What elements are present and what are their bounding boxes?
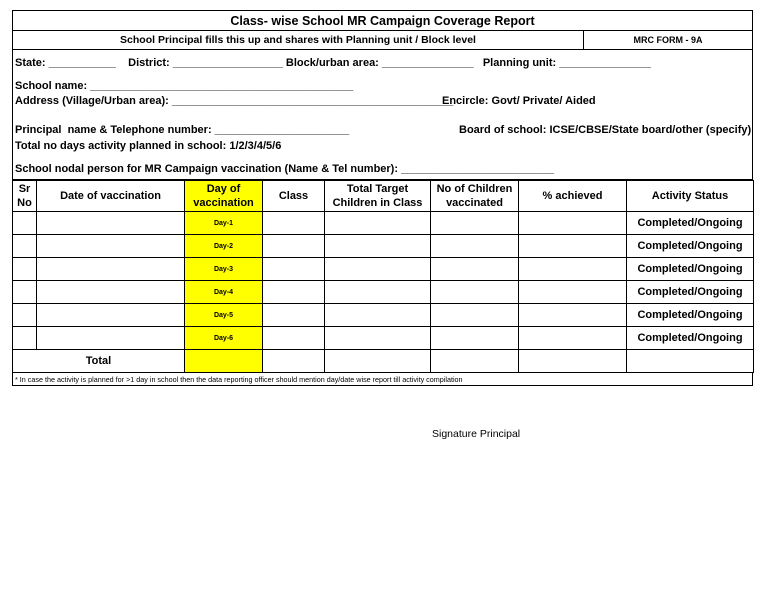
class-cell[interactable]: [263, 304, 325, 327]
target-cell[interactable]: [325, 258, 431, 281]
board-line[interactable]: Board of school: ICSE/CBSE/State board/other (specify): [459, 124, 752, 136]
vaccinated-cell[interactable]: [431, 327, 519, 350]
col-target: Total Target Children in Class: [325, 181, 431, 212]
class-cell[interactable]: [263, 212, 325, 235]
school-info-section: [13, 50, 752, 179]
day-cell: Day-3: [185, 258, 263, 281]
col-day: Day of vaccination: [185, 181, 263, 212]
form-header-box: [12, 10, 753, 180]
status-cell[interactable]: Completed/Ongoing: [627, 212, 754, 235]
form-title: Class- wise School MR Campaign Coverage Report: [13, 11, 752, 31]
target-cell[interactable]: [325, 212, 431, 235]
day-cell: Day-2: [185, 235, 263, 258]
vaccinated-cell[interactable]: [431, 304, 519, 327]
date-cell[interactable]: [37, 304, 185, 327]
principal-line[interactable]: Principal name & Telephone number: ______________________: [15, 124, 350, 136]
table-header-row: [13, 181, 754, 212]
col-vaccinated: No of Children vaccinated: [431, 181, 519, 212]
sr-cell[interactable]: [13, 212, 37, 235]
achieved-cell[interactable]: [519, 304, 627, 327]
sr-cell[interactable]: [13, 304, 37, 327]
sr-cell[interactable]: [13, 235, 37, 258]
encircle-type[interactable]: Encircle: Govt/ Private/ Aided: [442, 95, 596, 107]
total-row: [13, 350, 754, 373]
class-cell[interactable]: [263, 281, 325, 304]
achieved-cell[interactable]: [519, 212, 627, 235]
form-code: MRC FORM - 9A: [633, 35, 703, 45]
date-cell[interactable]: [37, 235, 185, 258]
vaccinated-cell[interactable]: [431, 212, 519, 235]
target-cell[interactable]: [325, 327, 431, 350]
class-cell[interactable]: [263, 327, 325, 350]
col-class: Class: [263, 181, 325, 212]
date-cell[interactable]: [37, 281, 185, 304]
table-row: [13, 327, 754, 350]
nodal-person-line[interactable]: School nodal person for MR Campaign vaccination (Name & Tel number): _________________________: [15, 163, 555, 175]
vaccinated-cell[interactable]: [431, 258, 519, 281]
date-cell[interactable]: [37, 327, 185, 350]
total-vaccinated-cell[interactable]: [431, 350, 519, 373]
status-cell[interactable]: Completed/Ongoing: [627, 304, 754, 327]
coverage-table: [12, 180, 754, 373]
sr-cell[interactable]: [13, 281, 37, 304]
col-achieved: % achieved: [519, 181, 627, 212]
total-class-cell[interactable]: [263, 350, 325, 373]
status-cell[interactable]: Completed/Ongoing: [627, 281, 754, 304]
table-row: [13, 212, 754, 235]
vaccinated-cell[interactable]: [431, 281, 519, 304]
col-date: Date of vaccination: [37, 181, 185, 212]
sr-cell[interactable]: [13, 258, 37, 281]
day-cell: Day-4: [185, 281, 263, 304]
achieved-cell[interactable]: [519, 258, 627, 281]
total-target-cell[interactable]: [325, 350, 431, 373]
target-cell[interactable]: [325, 235, 431, 258]
status-cell[interactable]: Completed/Ongoing: [627, 235, 754, 258]
vaccinated-cell[interactable]: [431, 235, 519, 258]
day-cell: Day-5: [185, 304, 263, 327]
footnote: * In case the activity is planned for >1 day in school then the data reporting officer should mention day/date wise report till activity compilation: [12, 373, 753, 386]
sr-cell[interactable]: [13, 327, 37, 350]
coverage-report-form: [12, 10, 753, 386]
total-label: Total: [13, 350, 185, 373]
total-day-cell: [185, 350, 263, 373]
table-row: [13, 304, 754, 327]
day-cell: Day-6: [185, 327, 263, 350]
target-cell[interactable]: [325, 304, 431, 327]
target-cell[interactable]: [325, 281, 431, 304]
address-line[interactable]: Address (Village/Urban area): ______________________________________________: [15, 95, 454, 107]
table-row: [13, 235, 754, 258]
date-cell[interactable]: [37, 212, 185, 235]
class-cell[interactable]: [263, 235, 325, 258]
state-district-line[interactable]: State: ___________ District: __________________ Block/urban area: _______________ Planning unit: _______________: [15, 57, 651, 69]
col-sr-no: Sr No: [13, 181, 37, 212]
achieved-cell[interactable]: [519, 281, 627, 304]
col-status: Activity Status: [627, 181, 754, 212]
table-row: [13, 281, 754, 304]
total-status-cell[interactable]: [627, 350, 754, 373]
form-subtitle: School Principal fills this up and shares with Planning unit / Block level: [13, 31, 584, 49]
signature-principal: Signature Principal: [432, 428, 521, 440]
status-cell[interactable]: Completed/Ongoing: [627, 258, 754, 281]
total-days-line[interactable]: Total no days activity planned in school: 1/2/3/4/5/6: [15, 140, 282, 152]
status-cell[interactable]: Completed/Ongoing: [627, 327, 754, 350]
table-row: [13, 258, 754, 281]
day-cell: Day-1: [185, 212, 263, 235]
date-cell[interactable]: [37, 258, 185, 281]
achieved-cell[interactable]: [519, 235, 627, 258]
form-subtitle-row: [13, 31, 752, 50]
class-cell[interactable]: [263, 258, 325, 281]
total-achieved-cell[interactable]: [519, 350, 627, 373]
school-name-line[interactable]: School name: ___________________________________________: [15, 80, 354, 92]
achieved-cell[interactable]: [519, 327, 627, 350]
